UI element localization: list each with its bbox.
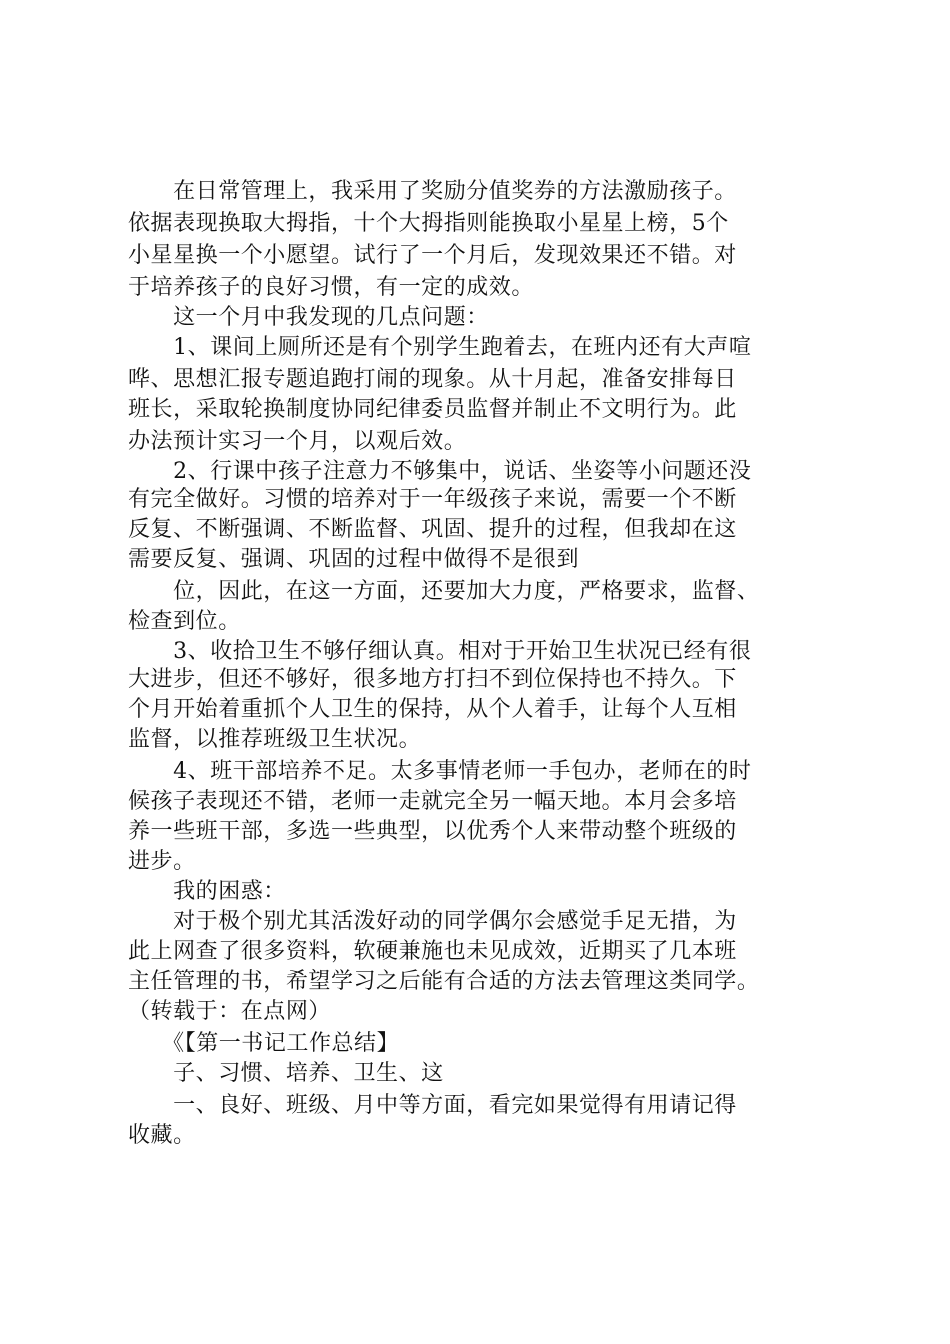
text-line: 4、班干部培养不足。太多事情老师一手包办，老师在的时 — [128, 759, 752, 784]
text-line: 个月开始着重抓个人卫生的保持，从个人着手，让每个人互相 — [128, 697, 737, 722]
text-line: 进步。 — [128, 849, 196, 874]
text-line: 需要反复、强调、巩固的过程中做得不是很到 — [128, 547, 580, 572]
text-line: 监督，以推荐班级卫生状况。 — [128, 727, 422, 752]
text-line: 2、行课中孩子注意力不够集中，说话、坐姿等小问题还没 — [128, 459, 752, 484]
text-line: 1、课间上厕所还是有个别学生跑着去，在班内还有大声喧 — [128, 335, 752, 360]
text-line: 大进步，但还不够好，很多地方打扫不到位保持也不持久。下 — [128, 667, 737, 692]
text-line: 候孩子表现还不错，老师一走就完全另一幅天地。本月会多培 — [128, 789, 737, 814]
text-line: 班长，采取轮换制度协同纪律委员监督并制止不文明行为。此 — [128, 397, 737, 422]
text-line: 此上网查了很多资料，软硬兼施也未见成效，近期买了几本班 — [128, 939, 737, 964]
text-line: 检查到位。 — [128, 609, 241, 634]
text-line: 依据表现换取大拇指，十个大拇指则能换取小星星上榜，5个 — [128, 211, 729, 236]
text-line: 一、良好、班级、月中等方面，看完如果觉得有用请记得 — [128, 1093, 737, 1118]
text-line: 小星星换一个小愿望。试行了一个月后，发现效果还不错。对 — [128, 243, 737, 268]
text-line: 我的困惑： — [128, 879, 286, 904]
text-line: 位，因此，在这一方面，还要加大力度，严格要求，监督、 — [128, 579, 760, 604]
text-line: 反复、不断强调、不断监督、巩固、提升的过程，但我却在这 — [128, 517, 737, 542]
text-line: 这一个月中我发现的几点问题： — [128, 305, 489, 330]
text-line: 养一些班干部，多选一些典型，以优秀个人来带动整个班级的 — [128, 819, 737, 844]
text-line: 收藏。 — [128, 1123, 196, 1148]
text-line: 于培养孩子的良好习惯，有一定的成效。 — [128, 275, 534, 300]
text-line: 子、习惯、培养、卫生、这 — [128, 1061, 444, 1086]
text-line: 3、收拾卫生不够仔细认真。相对于开始卫生状况已经有很 — [128, 639, 752, 664]
text-line: （转载于：在点网） — [128, 999, 331, 1024]
text-line: 对于极个别尤其活泼好动的同学偶尔会感觉手足无措，为 — [128, 909, 737, 934]
text-line: 哗、思想汇报专题追跑打闹的现象。从十月起，准备安排每日 — [128, 367, 737, 392]
text-line: 办法预计实习一个月，以观后效。 — [128, 429, 467, 454]
text-line: 在日常管理上，我采用了奖励分值奖券的方法激励孩子。 — [128, 179, 737, 204]
text-line: 主任管理的书，希望学习之后能有合适的方法去管理这类同学。 — [128, 969, 760, 994]
text-line: 《【第一书记工作总结】 — [128, 1031, 400, 1056]
text-line: 有完全做好。习惯的培养对于一年级孩子来说，需要一个不断 — [128, 487, 737, 512]
